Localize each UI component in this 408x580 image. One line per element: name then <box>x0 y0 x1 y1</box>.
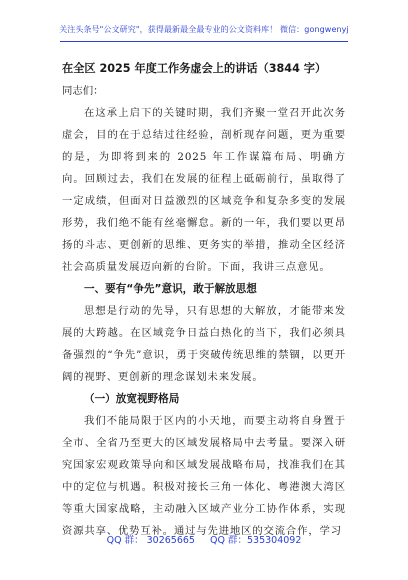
qq-group-1: QQ 群： 30265665 <box>106 535 195 546</box>
page-header <box>0 0 408 40</box>
section-heading-1: 一、要有“争先”意识，敢于解放思想 <box>84 283 257 295</box>
qq-group-2: QQ 群：535304092 <box>210 535 302 546</box>
subsection-heading-1: （一）放宽视野格局 <box>84 393 180 405</box>
section-1-paragraph: 思想是行动的先导，只有思想的大解放，才能带来发展的大跨越。在区域竞争日益白热化的当下，我们必须具备强烈的“争先”意识，勇于突破传统思维的禁锢，以更开阔的视野、更创新的理念谋划未来发展。 <box>62 305 346 383</box>
page-footer <box>0 532 408 546</box>
promo-banner-text: 关注头条号"公文研究"，获得最新最全最专业的公文资料库！ 微信：gongwenyj <box>59 25 349 34</box>
salutation: 同志们： <box>62 85 104 97</box>
intro-paragraph: 在这承上启下的关键时期，我们齐聚一堂召开此次务虚会，目的在于总结过往经验，剖析现存问题，更为重要的是，为即将到来的 2025 年工作谋篇布局、明确方向。回顾过去，我们在发展的征程上砥砺前行，虽取得了一定成绩，但面对日益激烈的区域竞争和复杂多变的发展形势，我们绝不能有丝毫懈怠。新的一年，我们要以更昂扬的斗志、更创新的思维、更务实的举措，推动全区经济社会高质量发展迈向新的台阶。下面，我讲三点意见。 <box>62 107 346 273</box>
document-body <box>62 58 346 542</box>
document-title: 在全区 2025 年度工作务虚会上的讲话（3844 字） <box>62 62 327 75</box>
subsection-1-paragraph: 我们不能局限于区内的小天地，而要主动将自身置于全市、全省乃至更大的区域发展格局中去考量。要深入研究国家宏观政策导向和区域发展战略布局，找准我们在其中的定位与机遇。积极对接长三角一体化、粤港澳大湾区等重大国家战略，主动融入区域产业分工协作体系，实现资源共享、优势互补。通过与先进地区的交流合作，学习 <box>62 415 346 537</box>
header-divider <box>60 41 348 42</box>
